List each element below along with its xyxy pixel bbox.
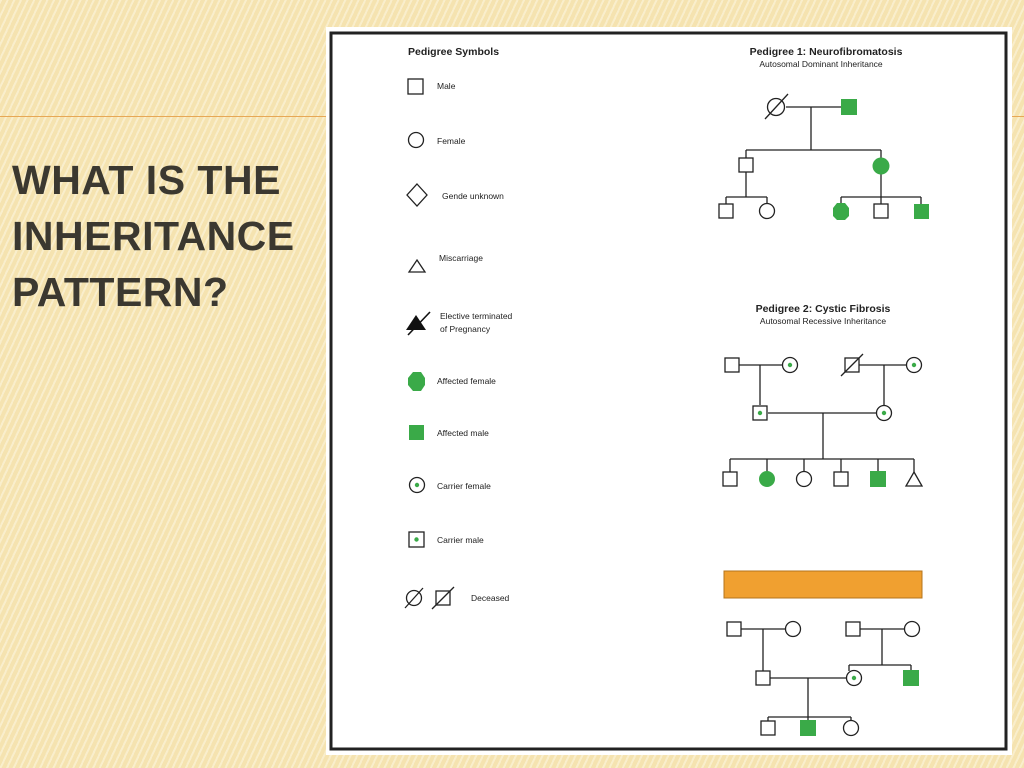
pedigree3-female-gen1-b [905, 622, 920, 637]
gender-unknown-diamond-icon [407, 184, 427, 206]
pedigree1-affected-male-gen1 [841, 99, 857, 115]
pedigree2-male-gen3-b [834, 472, 848, 486]
pedigree1-deceased-female [765, 94, 788, 119]
pedigree2-miscarriage-gen3 [906, 472, 922, 486]
pedigree3-female-gen3 [844, 721, 859, 736]
pedigree1-female-gen3-b [760, 204, 775, 219]
pedigree2-carrier-female-gen2 [877, 406, 892, 421]
affected-male-icon [409, 425, 424, 440]
pedigree2-carrier-male-gen2 [753, 406, 767, 420]
pedigree2-affected-male-gen3 [870, 471, 886, 487]
pedigree3-affected-male-gen2 [903, 670, 919, 686]
slide-title: WHAT IS THE INHERITANCE PATTERN? [12, 157, 295, 315]
pedigree3-male-gen1-a [727, 622, 741, 636]
pedigree1-lines [726, 107, 921, 204]
pedigree3-male-gen1-b [846, 622, 860, 636]
deceased-icon [405, 587, 454, 609]
pedigree1-male-gen3-a [719, 204, 733, 218]
title-underline [0, 116, 326, 117]
legend-label-affected-female: Affected female [437, 376, 496, 386]
figure-frame [331, 33, 1006, 749]
legend-label-deceased: Deceased [471, 593, 510, 603]
legend-label-carrier-male: Carrier male [437, 535, 484, 545]
pedigree1-title: Pedigree 1: Neurofibromatosis [749, 46, 903, 58]
pedigree3-male-gen3 [761, 721, 775, 735]
legend-label-miscarriage: Miscarriage [439, 253, 483, 263]
pedigree-figure [326, 27, 1012, 755]
male-square-icon [408, 79, 423, 94]
pedigree1-affected-male-gen3 [914, 204, 929, 219]
elective-termination-icon [406, 312, 430, 335]
pedigree2-carrier-female-gen1-b [907, 358, 922, 373]
pedigree2-male-gen1-a [725, 358, 739, 372]
pedigree3-affected-male-gen3 [800, 720, 816, 736]
pedigree2-subtitle: Autosomal Recessive Inheritance [759, 316, 887, 326]
pedigree2-title: Pedigree 2: Cystic Fibrosis [755, 303, 891, 315]
pedigree1-male-gen3-c [874, 204, 888, 218]
legend-label-male: Male [437, 81, 456, 91]
legend-label-carrier-female: Carrier female [437, 481, 491, 491]
pedigree2-female-gen3 [797, 472, 812, 487]
pedigree2-affected-female-gen3 [759, 471, 775, 487]
pedigree2-carrier-female-gen1-a [783, 358, 798, 373]
carrier-male-icon [409, 532, 424, 547]
pedigree3-female-gen1-a [786, 622, 801, 637]
legend-label-elective-1: Elective terminated [440, 311, 513, 321]
legend-label-elective-2: of Pregnancy [440, 324, 491, 334]
female-circle-icon [409, 133, 424, 148]
pedigree1-affected-female-gen3 [833, 203, 849, 220]
legend-label-affected-male: Affected male [437, 428, 489, 438]
pedigree2-male-gen3-a [723, 472, 737, 486]
pedigree3-title-cover [724, 571, 922, 598]
carrier-female-icon [410, 478, 425, 493]
pedigree3-carrier-female-gen2 [847, 671, 862, 686]
legend-heading: Pedigree Symbols [408, 46, 500, 58]
affected-female-icon [408, 372, 425, 391]
pedigree3-male-gen2 [756, 671, 770, 685]
pedigree1-affected-female-gen2 [873, 158, 890, 175]
pedigree1-male-gen2 [739, 158, 753, 172]
legend-label-gender-unknown: Gende unknown [442, 191, 504, 201]
miscarriage-triangle-icon [409, 260, 425, 272]
legend-label-female: Female [437, 136, 466, 146]
pedigree1-subtitle: Autosomal Dominant Inheritance [759, 59, 883, 69]
